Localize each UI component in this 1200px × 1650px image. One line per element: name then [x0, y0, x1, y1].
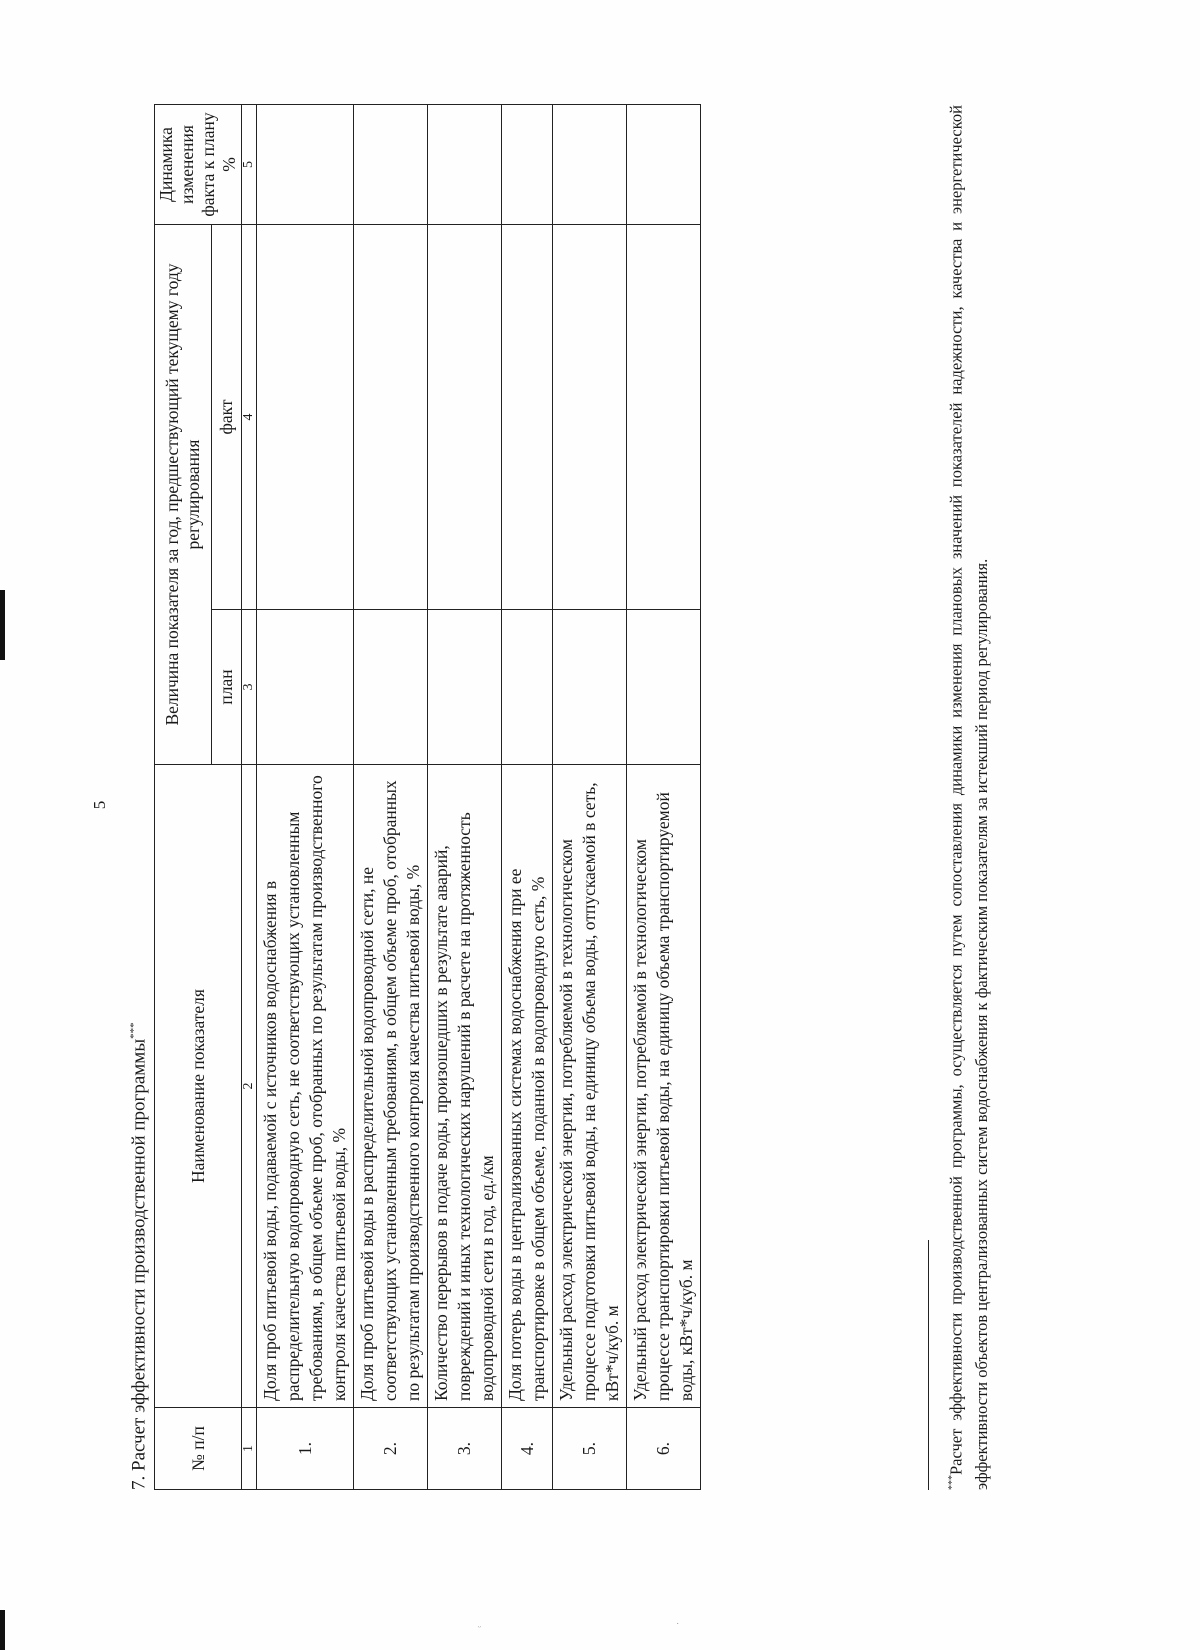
dynamics-cell: [627, 105, 701, 225]
footnote-marker: ***: [947, 1475, 958, 1490]
dynamics-cell: [257, 105, 354, 225]
table-row: [502, 105, 553, 1490]
column-number: 3: [242, 610, 257, 765]
dynamics-cell: [354, 105, 428, 225]
header-value-group: Величина показателя за год, предшествующий текущему году регулирования: [155, 225, 212, 765]
table-row: [428, 105, 502, 1490]
table-row: [553, 105, 627, 1490]
table-row: [354, 105, 428, 1490]
scan-speck: ˙: [676, 1622, 680, 1633]
row-number: 3.: [428, 1408, 502, 1490]
plan-cell: [354, 610, 428, 765]
row-number: 2.: [354, 1408, 428, 1490]
indicator-name: Доля потерь воды в централизованных системах водоснабжения при ее транспортировке в общем объеме, поданной в водопроводную сеть, %: [502, 765, 553, 1408]
footnote-divider: [928, 1240, 929, 1490]
header-dynamics: Динамика изменения факта к плану %: [155, 105, 242, 225]
header-row: [155, 105, 212, 1490]
scan-speck: ᵕ: [478, 1622, 481, 1633]
plan-cell: [627, 610, 701, 765]
indicator-name: Удельный расход электрической энергии, потребляемой в технологическом процессе подготовки питьевой воды, на единицу объема воды, отпускаемой в сеть, кВт*ч/куб. м: [553, 765, 627, 1408]
footnote: [940, 105, 994, 1490]
header-fact: факт: [211, 225, 241, 610]
fact-cell: [428, 225, 502, 610]
column-number-row: [242, 105, 257, 1490]
dynamics-cell: [553, 105, 627, 225]
fact-cell: [553, 225, 627, 610]
row-number: 1.: [257, 1408, 354, 1490]
plan-cell: [257, 610, 354, 765]
header-num: № п/п: [155, 1408, 242, 1490]
section-title: [128, 1022, 150, 1490]
row-number: 5.: [553, 1408, 627, 1490]
indicator-name: Доля проб питьевой воды в распределительной водопроводной сети, не соответствующих установленным требованиям, в общем объеме проб, отобранных по результатам производственного контроля качества питьевой воды, %: [354, 765, 428, 1408]
indicator-name: Доля проб питьевой воды, подаваемой с источников водоснабжения в распределительную водопроводную сеть, не соответствующих установленным требованиям, в общем объеме проб, отобранных по результатам производственного контроля качества питьевой воды, %: [257, 765, 354, 1408]
column-number: 4: [242, 225, 257, 610]
header-plan: план: [211, 610, 241, 765]
fact-cell: [257, 225, 354, 610]
fact-cell: [502, 225, 553, 610]
section-title-marker: ***: [128, 1022, 140, 1039]
plan-cell: [502, 610, 553, 765]
table-row: [257, 105, 354, 1490]
plan-cell: [553, 610, 627, 765]
indicator-name: Удельный расход электрической энергии, потребляемой в технологическом процессе транспортировки питьевой воды, на единицу объема транспортируемой воды, кВт*ч/куб. м: [627, 765, 701, 1408]
plan-cell: [428, 610, 502, 765]
table-row: [627, 105, 701, 1490]
column-number: 2: [242, 765, 257, 1408]
row-number: 4.: [502, 1408, 553, 1490]
footnote-text: Расчет эффективности производственной программы, осуществляется путем сопоставления динамики изменения плановых значений показателей надежности, качества и энергетической эффективности объектов централизованных систем водоснабжения к фактическим показателям за истекший период регулирования.: [946, 105, 991, 1490]
indicator-name: Количество перерывов в подаче воды, произошедших в результате аварий, повреждений и иных технологических нарушений в расчете на протяженность водопроводной сети в год, ед./км: [428, 765, 502, 1408]
row-number: 6.: [627, 1408, 701, 1490]
column-number: 1: [242, 1408, 257, 1490]
dynamics-cell: [502, 105, 553, 225]
fact-cell: [354, 225, 428, 610]
page-number: 5: [90, 800, 109, 810]
column-number: 5: [242, 105, 257, 225]
efficiency-indicators-table: [154, 104, 701, 1490]
header-name: Наименование показателя: [155, 765, 242, 1408]
dynamics-cell: [428, 105, 502, 225]
section-title-text: 7. Расчет эффективности производственной программы: [128, 1038, 150, 1490]
fact-cell: [627, 225, 701, 610]
